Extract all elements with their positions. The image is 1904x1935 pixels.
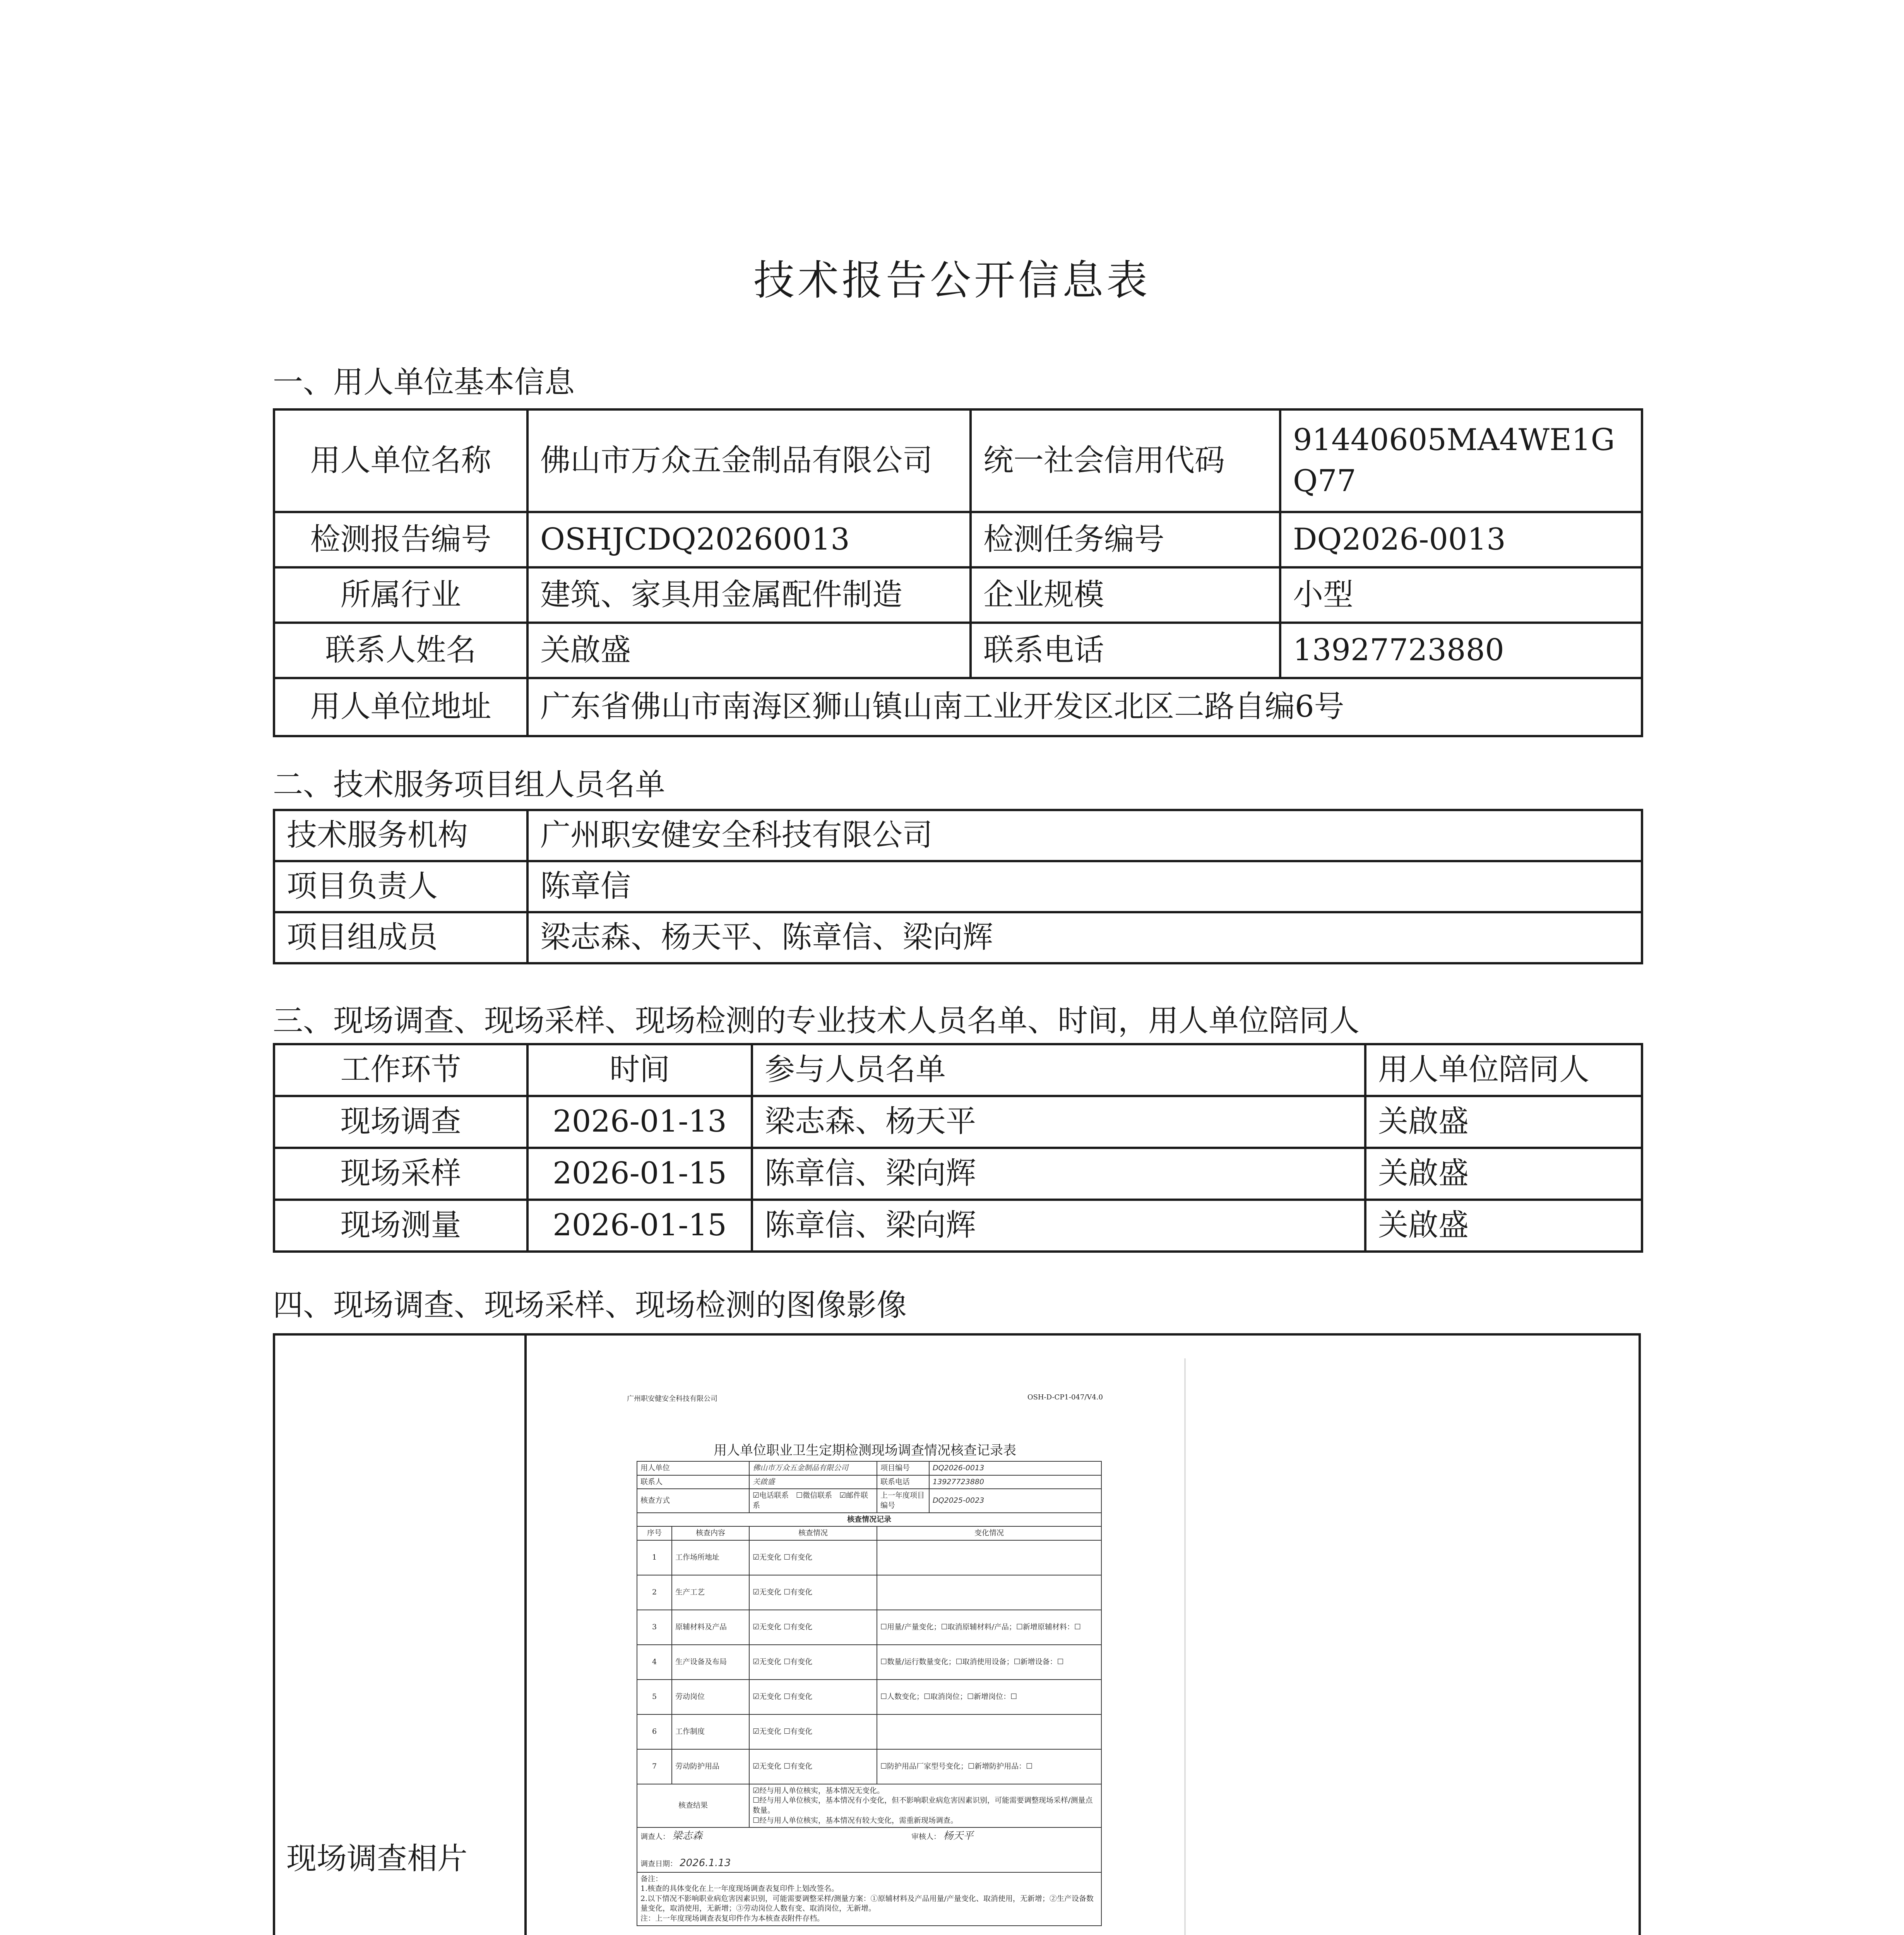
scan-result-line: ☑经与用人单位核实，基本情况无变化。 xyxy=(753,1786,885,1795)
cell-label: 所属行业 xyxy=(274,567,527,623)
scan-item-no: 4 xyxy=(637,1645,672,1680)
scan-phone-value: 13927723880 xyxy=(929,1475,1101,1489)
address-value: 广东省佛山市南海区狮山镇山南工业开发区北区二路自编6号 xyxy=(527,678,1642,736)
scan-result-line: ☐经与用人单位核实，基本情况有较大变化，需重新现场调查。 xyxy=(753,1816,958,1825)
scan-unit-label: 用人单位 xyxy=(637,1461,749,1475)
scan-investigator-signature: 梁志森 xyxy=(672,1830,703,1842)
page-title: 技术报告公开信息表 xyxy=(753,257,1151,304)
stage-cell: 现场测量 xyxy=(274,1200,527,1252)
basic-info-table xyxy=(273,408,1643,737)
header-cell: 工作环节 xyxy=(274,1044,527,1096)
cell-label: 项目组成员 xyxy=(274,912,527,963)
scan-contact-label: 联系人 xyxy=(637,1475,749,1489)
staff-cell: 陈章信、梁向辉 xyxy=(752,1148,1365,1200)
scan-date-label: 调查日期： xyxy=(640,1860,678,1868)
scan-col-header: 变化情况 xyxy=(877,1526,1101,1540)
scan-signature-line xyxy=(640,1829,1098,1856)
date-cell: 2026-01-15 xyxy=(527,1148,752,1200)
scan-item-change: ☐防护用品厂家型号变化；☐新增防护用品：☐ xyxy=(877,1749,1101,1784)
scan-item-change: ☐用量/产量变化；☐取消原辅材料/产品；☐新增原辅材料：☐ xyxy=(877,1610,1101,1645)
cell-label: 技术服务机构 xyxy=(274,810,527,861)
header-cell: 时间 xyxy=(527,1044,752,1096)
scan-item-change xyxy=(877,1575,1101,1610)
scan-contact-value: 关啟盛 xyxy=(749,1475,877,1489)
scan-phone-label: 联系电话 xyxy=(877,1475,929,1489)
date-cell: 2026-01-15 xyxy=(527,1200,752,1252)
scan-method-options: ☑电话联系 ☐微信联系 ☑邮件联系 xyxy=(749,1489,877,1512)
scan-item-no: 1 xyxy=(637,1540,672,1575)
scan-header xyxy=(627,1393,1103,1403)
cell-label: 检测任务编号 xyxy=(971,512,1280,567)
scan-unit-value: 佛山市万众五金制品有限公司 xyxy=(749,1461,877,1475)
cell-label: 用人单位地址 xyxy=(274,678,527,736)
scan-item-status: ☑无变化 ☐有变化 xyxy=(749,1610,877,1645)
cell-label: 联系电话 xyxy=(971,623,1280,678)
scan-date-line xyxy=(640,1856,1098,1870)
photo-label: 现场调查相片 xyxy=(286,1841,468,1876)
scan-item-change xyxy=(877,1540,1101,1575)
scan-item-status: ☑无变化 ☐有变化 xyxy=(749,1749,877,1784)
scan-item-status: ☑无变化 ☐有变化 xyxy=(749,1714,877,1749)
scan-item-change: ☐数量/运行数量变化；☐取消使用设备；☐新增设备：☐ xyxy=(877,1645,1101,1680)
scan-investigator-label: 调查人： xyxy=(640,1832,670,1841)
header-cell: 参与人员名单 xyxy=(752,1044,1365,1096)
scan-item-status: ☑无变化 ☐有变化 xyxy=(749,1540,877,1575)
scan-item-no: 2 xyxy=(637,1575,672,1610)
photo-divider xyxy=(524,1333,527,1935)
scan-record-header: 核查情况记录 xyxy=(637,1513,1101,1527)
scan-item-no: 6 xyxy=(637,1714,672,1749)
escort-cell: 关啟盛 xyxy=(1365,1096,1642,1148)
scan-col-header: 序号 xyxy=(637,1526,672,1540)
escort-cell: 关啟盛 xyxy=(1365,1200,1642,1252)
scan-item-no: 3 xyxy=(637,1610,672,1645)
scan-item-status: ☑无变化 ☐有变化 xyxy=(749,1575,877,1610)
scan-item-content: 原辅材料及产品 xyxy=(672,1610,749,1645)
cell-value: 13927723880 xyxy=(1280,623,1642,678)
section-3-title: 三、现场调查、现场采样、现场检测的专业技术人员名单、时间，用人单位陪同人 xyxy=(273,1003,1360,1038)
scan-code: OSH-D-CP1-047/V4.0 xyxy=(1027,1393,1103,1401)
cell-label: 统一社会信用代码 xyxy=(971,409,1280,512)
scan-project-no-label: 项目编号 xyxy=(877,1461,929,1475)
section-2-title: 二、技术服务项目组人员名单 xyxy=(273,767,666,802)
scan-item-content: 劳动岗位 xyxy=(672,1680,749,1714)
scan-item-content: 工作场所地址 xyxy=(672,1540,749,1575)
cell-label: 项目负责人 xyxy=(274,861,527,912)
scan-reviewer-label: 审核人： xyxy=(911,1832,941,1841)
cell-value: 小型 xyxy=(1280,567,1642,623)
scan-project-no-value: DQ2026-0013 xyxy=(929,1461,1101,1475)
cell-value: 陈章信 xyxy=(527,861,1642,912)
scan-item-content: 劳动防护用品 xyxy=(672,1749,749,1784)
scan-method-label: 核查方式 xyxy=(637,1489,749,1512)
scan-result-line: ☐经与用人单位核实，基本情况有小变化，但不影响职业病危害因素识别，可能需要调整现场采样/测量点数量。 xyxy=(753,1796,1093,1815)
scan-item-no: 5 xyxy=(637,1680,672,1714)
scan-note-line: 2.以下情况不影响职业病危害因素识别，可能需要调整采样/测量方案：①原辅材料及产品用量/产量变化、取消使用，无新增；②生产设备数量变化，取消使用，无新增；③劳动岗位人数有变、取消岗位，无新增。 xyxy=(640,1894,1094,1913)
scan-item-content: 工作制度 xyxy=(672,1714,749,1749)
scan-reviewer-signature: 杨天平 xyxy=(943,1830,974,1842)
cell-value: 关啟盛 xyxy=(527,623,971,678)
fieldwork-table xyxy=(273,1043,1643,1253)
header-cell: 用人单位陪同人 xyxy=(1365,1044,1642,1096)
scan-result-lines xyxy=(749,1784,1101,1828)
scan-signature-row xyxy=(637,1827,1101,1872)
scan-col-header: 核查内容 xyxy=(672,1526,749,1540)
scan-item-change: ☐人数变化；☐取消岗位；☐新增岗位：☐ xyxy=(877,1680,1101,1714)
scan-result-label: 核查结果 xyxy=(637,1784,749,1828)
scan-col-header: 核查情况 xyxy=(749,1526,877,1540)
date-cell: 2026-01-13 xyxy=(527,1096,752,1148)
scan-title: 用人单位职业卫生定期检测现场调查情况核查记录表 xyxy=(714,1443,1016,1458)
scan-last-project-label: 上一年度项目编号 xyxy=(877,1489,929,1512)
scan-note-line: 1.核查的具体变化在上一年度现场调查表复印件上划改签名。 xyxy=(640,1884,839,1893)
scan-item-content: 生产工艺 xyxy=(672,1575,749,1610)
scan-date-value: 2026.1.13 xyxy=(680,1857,731,1869)
scan-item-content: 生产设备及布局 xyxy=(672,1645,749,1680)
cell-label: 企业规模 xyxy=(971,567,1280,623)
scan-reviewer xyxy=(911,1829,973,1843)
section-1-title: 一、用人单位基本信息 xyxy=(273,365,575,400)
cell-value: 梁志森、杨天平、陈章信、梁向辉 xyxy=(527,912,1642,963)
scan-edge xyxy=(1184,1358,1186,1935)
staff-cell: 梁志森、杨天平 xyxy=(752,1096,1365,1148)
section-4-title: 四、现场调查、现场采样、现场检测的图像影像 xyxy=(273,1288,907,1323)
scan-notes xyxy=(637,1872,1101,1926)
scan-form-table xyxy=(637,1461,1102,1926)
cell-label: 用人单位名称 xyxy=(274,409,527,512)
scan-company: 广州职安健安全科技有限公司 xyxy=(627,1395,717,1403)
scan-item-status: ☑无变化 ☐有变化 xyxy=(749,1645,877,1680)
cell-value: 91440605MA4WE1GQ77 xyxy=(1280,409,1642,512)
stage-cell: 现场调查 xyxy=(274,1096,527,1148)
cell-value: 建筑、家具用金属配件制造 xyxy=(527,567,971,623)
scan-note-line: 注：上一年度现场调查表复印件作为本核查表附件存档。 xyxy=(640,1914,825,1923)
scan-item-change xyxy=(877,1714,1101,1749)
staff-cell: 陈章信、梁向辉 xyxy=(752,1200,1365,1252)
escort-cell: 关啟盛 xyxy=(1365,1148,1642,1200)
cell-label: 联系人姓名 xyxy=(274,623,527,678)
cell-value: DQ2026-0013 xyxy=(1280,512,1642,567)
team-table xyxy=(273,809,1643,964)
scan-last-project-value: DQ2025-0023 xyxy=(929,1489,1101,1512)
cell-value: OSHJCDQ20260013 xyxy=(527,512,971,567)
stage-cell: 现场采样 xyxy=(274,1148,527,1200)
cell-value: 广州职安健安全科技有限公司 xyxy=(527,810,1642,861)
cell-label: 检测报告编号 xyxy=(274,512,527,567)
cell-value: 佛山市万众五金制品有限公司 xyxy=(527,409,971,512)
scan-note-line: 备注： xyxy=(640,1874,663,1883)
scan-item-no: 7 xyxy=(637,1749,672,1784)
scan-item-status: ☑无变化 ☐有变化 xyxy=(749,1680,877,1714)
